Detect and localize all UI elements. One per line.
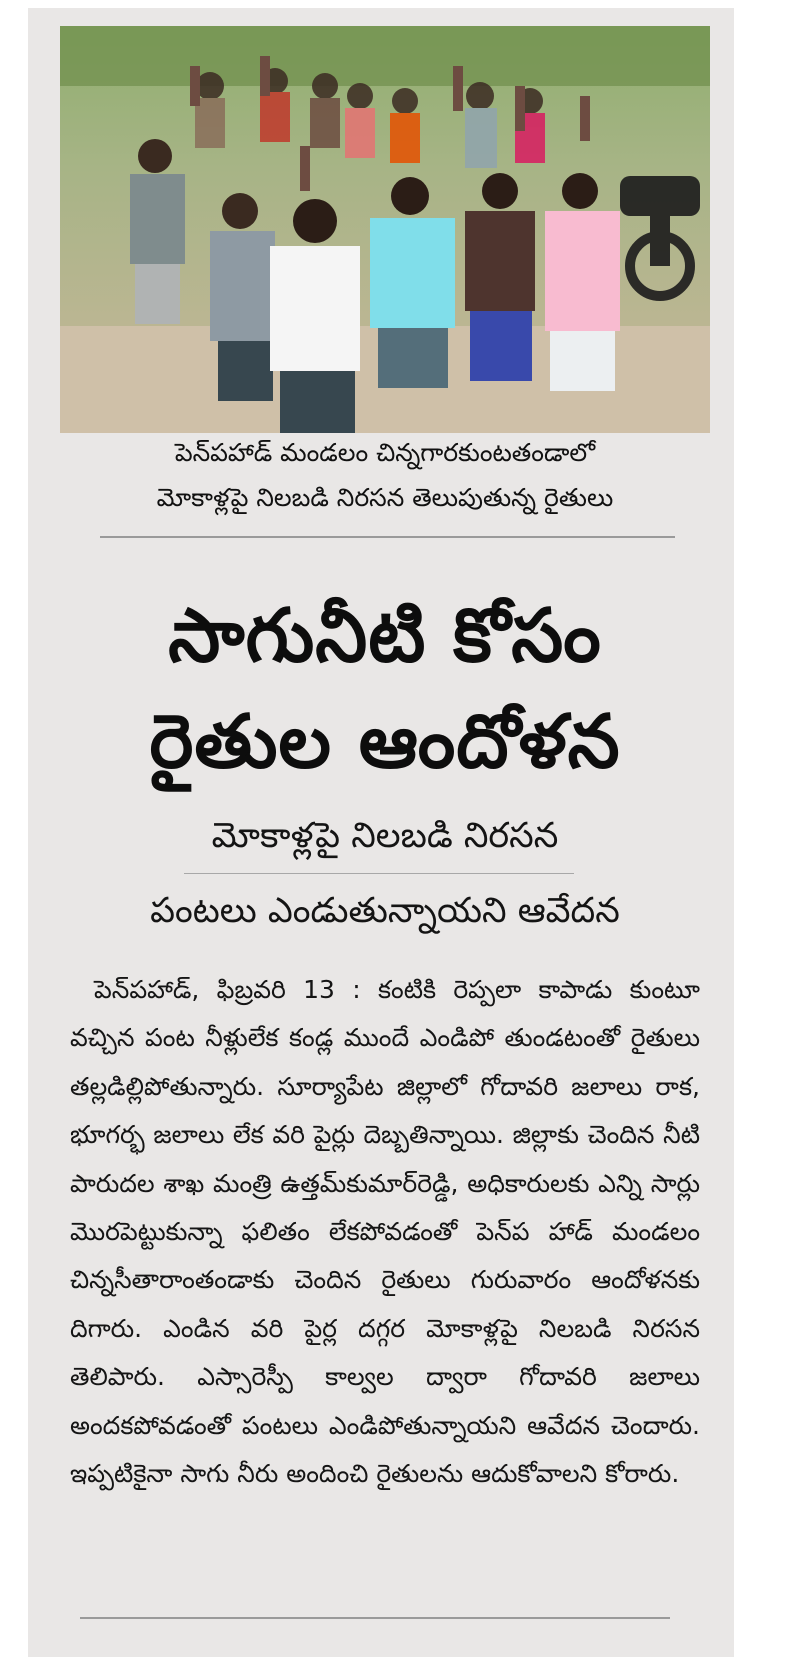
headline-line-2: రైతుల ఆందోళన [149,699,621,785]
caption-divider [100,536,675,538]
subheadline-line-1: మోకాళ్లపై నిలబడి నిరసన [211,816,559,856]
headline-line-1: సాగునీటి కోసం [168,593,602,679]
article-paragraph: పెన్‌పహాడ్, ఫిబ్రవరి 13 : కంటికి రెప్పలా కాపాడు కుంటూ వచ్చిన పంట నీళ్లులేక కండ్ల ముందే ఎండిపో తుండటంతో రైతులు తల్లడిల్లిపోతున్నారు. సూర్యాపేట జిల్లాలో గోదావరి జలాలు రాక, భూగర్భ జలాలు లేక వరి పైర్లు దెబ్బతిన్నాయి. జిల్లాకు చెందిన నీటి పారుదల శాఖ మంత్రి ఉత్తమ్‌కుమార్‌రెడ్డి, అధికారులకు ఎన్ని సార్లు మొరపెట్టుకున్నా ఫలితం లేకపోవడంతో పెన్‌ప హాడ్ మండలం చిన్నసీతారాంతండాకు చెందిన రైతులు గురువారం ఆందోళనకు దిగారు. ఎండిన వరి పైర్ల దగ్గర మోకాళ్లపై నిలబడి నిరసన తెలిపారు. ఎస్సారెస్పీ కాల్వల ద్వారా గోదావరి జలాలు అందకపోవడంతో పంటలు ఎండిపోతున్నాయని ఆవేదన చెందారు. ఇప్పటికైనా సాగు నీరు అందించి రైతులను ఆదుకోవాలని కోరారు. [70,975,700,1489]
article-body [70,966,700,1498]
article-end-divider [80,1617,670,1619]
photo-icon [60,26,710,433]
photo-caption-line-2: మోకాళ్లపై నిలబడి నిరసన తెలుపుతున్న రైతులు [156,483,614,512]
news-photo [60,26,710,433]
subheadline-line-2: పంటలు ఎండుతున్నాయని ఆవేదన [150,891,620,931]
photo-caption-line-1: పెన్‌పహాడ్ మండలం చిన్నగారకుంటతండాలో [174,438,596,467]
subheadline-divider [184,873,574,874]
